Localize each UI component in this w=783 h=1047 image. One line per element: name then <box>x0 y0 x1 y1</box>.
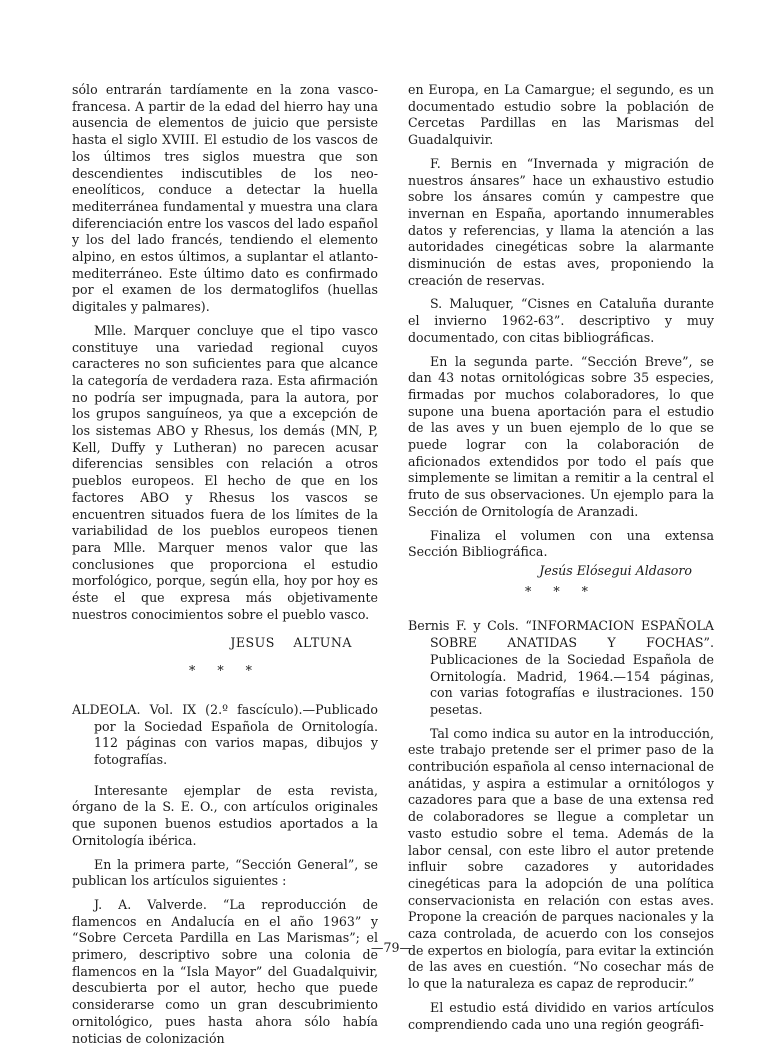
bibliographic-entry-bernis: Bernis F. y Cols. “INFORMACION ESPAÑOLA SOBRE ANATIDAS Y FOCHAS”. Publicaciones de la Sociedad Española de Ornitología. Madrid, 1964.—154 páginas, con varias fotografías e ilustraciones. 150 pesetas. <box>408 618 714 717</box>
left-paragraph-1: sólo entrarán tardíamente en la zona vasco-francesa. A partir de la edad del hierro hay una ausencia de elementos de juicio que persiste hasta el siglo XVIII. El estudio de los vascos de los últimos tres siglos muestra que son descendientes indiscutibles de los neo-eneolíticos, conduce a detectar la huella mediterránea fundamental y muestra una clara diferenciación entre los vascos del lado español y los del lado francés, tendiendo el elemento alpino, en estos últimos, a suplantar el atlanto-mediterráneo. Este último dato es confirmado por el examen de los dermatoglifos (huellas digitales y palmares). <box>72 82 378 315</box>
right-paragraph-4: En la segunda parte. “Sección Breve”, se dan 43 notas ornitológicas sobre 35 especies, firmadas por muchos colaboradores, lo que supone una buena aportación para el estudio de las aves y un buen ejemplo de lo que se puede lograr con la colaboración de aficionados extendidos por todo el país que simplemente se limitan a remitir a la central el fruto de sus observaciones. Un ejemplo para la Sección de Ornitología de Aranzadi. <box>408 353 714 519</box>
left-paragraph-3: Interesante ejemplar de esta revista, órgano de la S. E. O., con artículos originales que suponen buenos estudios aportados a la Ornitología ibérica. <box>72 782 378 848</box>
page-number: —79— <box>370 940 413 955</box>
right-paragraph-3: S. Maluquer, “Cisnes en Cataluña durante el invierno 1962-63”. descriptivo y muy documentado, con citas bibliográficas. <box>408 296 714 345</box>
section-separator: * * * <box>189 663 261 679</box>
right-paragraph-2: F. Bernis en “Invernada y migración de nuestros ánsares” hace un exhaustivo estudio sobre los ánsares común y campestre que invernan en España, aportando innumerables datos y referencias, y llama la atención a las autoridades cinegéticas sobre la alarmante disminución de estas aves, proponiendo la creación de reservas. <box>408 155 714 288</box>
review-signature-altuna: JESUS ALTUNA <box>230 634 352 650</box>
review-signature-elosegui: Jesús Elósegui Aldasoro <box>539 562 692 578</box>
right-paragraph-6: Tal como indica su autor en la introducción, este trabajo pretende ser el primer paso de la contribución española al censo internacional de anátidas, y aspira a estimular a ornitólogos y cazadores para que a base de una extensa red de colaboradores se llegue a completar un vasto estudio sobre el tema. Además de la labor censal, con este libro el autor pretende influir sobre cazadores y autoridades cinegéticas para la adopción de una política conservacionista en relación con estas aves. Propone la creación de parques nacionales y la caza controlada, de acuerdo con los consejos de expertos en biología, para evitar la extinción de las aves en cuestión. “No cosechar más de lo que la naturaleza es capaz de reproducir.” <box>408 725 714 992</box>
section-separator: * * * <box>525 583 597 599</box>
left-column <box>72 82 378 1047</box>
right-paragraph-1: en Europa, en La Camargue; el segundo, es un documentado estudio sobre la población de Cercetas Pardillas en las Marismas del Guadalquivir. <box>408 82 714 148</box>
bibliographic-entry-aldeola: ALDEOLA. Vol. IX (2.º fascículo).—Publicado por la Sociedad Española de Ornitología. 112 páginas con varios mapas, dibujos y fotografías. <box>72 701 378 768</box>
right-paragraph-7: El estudio está dividido en varios artículos comprendiendo cada uno una región geográfi- <box>408 999 714 1032</box>
left-paragraph-5: J. A. Valverde. “La reproducción de flamencos en Andalucía en el año 1963” y “Sobre Cerceta Pardilla en Las Marismas”; el primero, descriptivo sobre una colonia de flamencos en la “Isla Mayor” del Guadalquivir, descubierta por el autor, hecho que puede considerarse como un gran descubrimiento ornitológico, pues hasta ahora sólo había noticias de colonización <box>72 896 378 1046</box>
right-column <box>408 82 714 1033</box>
left-paragraph-2: Mlle. Marquer concluye que el tipo vasco constituye una variedad regional cuyos caracteres no son suficientes para que alcance la categoría de verdadera raza. Esta afirmación no podría ser impugnada, para la autora, por los grupos sanguíneos, ya que a excepción de los sistemas ABO y Rhesus, los demás (MN, P, Kell, Duffy y Lutheran) no parecen acusar diferencias sensibles con relación a otros pueblos europeos. El hecho de que en los factores ABO y Rhesus los vascos se encuentren situados fuera de los límites de la variabilidad de los pueblos europeos tienen para Mlle. Marquer menos valor que las conclusiones que proporciona el estudio morfológico, porque, según ella, hoy por hoy es éste el que expresa más objetivamente nuestros conocimientos sobre el pueblo vasco. <box>72 322 378 622</box>
right-paragraph-5: Finaliza el volumen con una extensa Sección Bibliográfica. <box>408 527 714 560</box>
left-paragraph-4: En la primera parte, “Sección General”, se publican los artículos siguientes : <box>72 856 378 889</box>
